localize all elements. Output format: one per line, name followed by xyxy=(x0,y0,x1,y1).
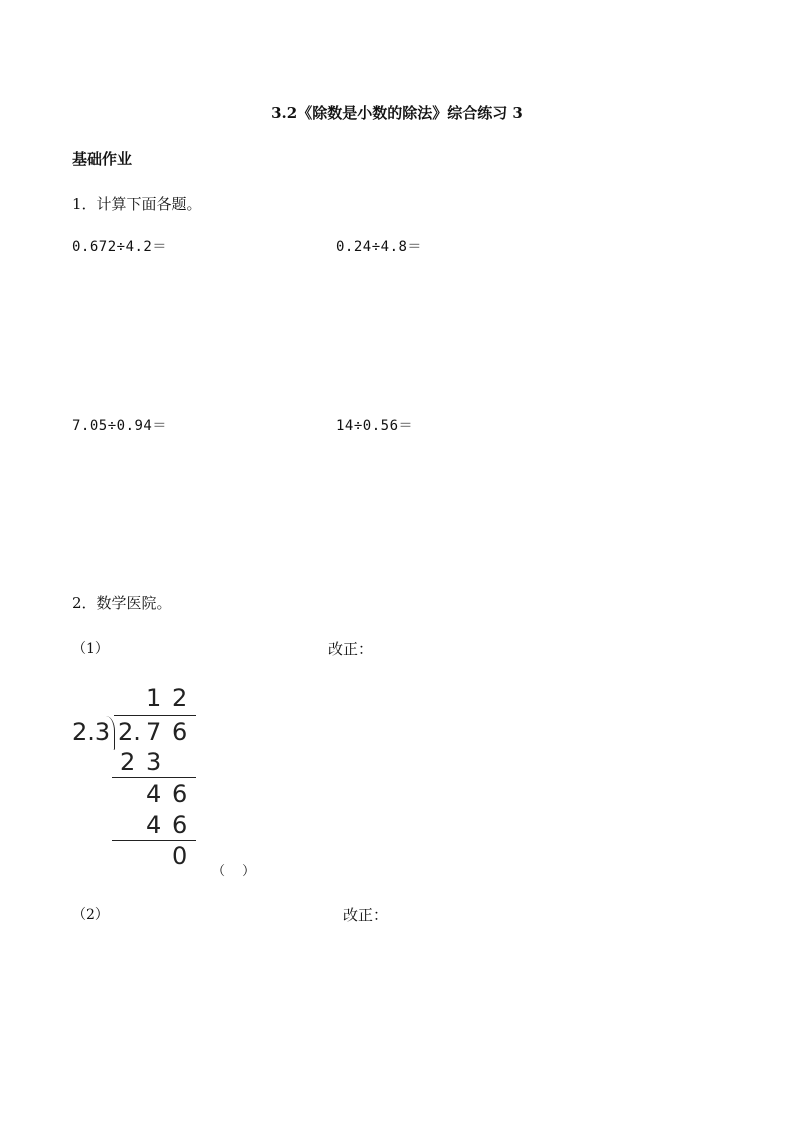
part-1-label: （1） xyxy=(72,641,109,657)
verdict-blank[interactable]: （ ） xyxy=(212,864,256,879)
division-bracket xyxy=(106,716,115,750)
problem-1a: 0.672÷4.2＝ xyxy=(72,239,167,255)
step-digit: 6 xyxy=(172,811,188,839)
quotient-digit: 1 xyxy=(146,684,162,712)
subtraction-line xyxy=(112,777,196,778)
section-heading: 基础作业 xyxy=(72,150,133,168)
dividend-digit: 2. xyxy=(118,718,141,746)
problem-1c: 7.05÷0.94＝ xyxy=(72,418,167,434)
subtraction-line xyxy=(112,840,196,841)
divisor: 2.3 xyxy=(72,718,111,746)
division-bar xyxy=(114,715,196,716)
problem-1d: 14÷0.56＝ xyxy=(336,418,414,434)
part-2-label: （2） xyxy=(72,907,109,923)
step-digit: 2 xyxy=(120,748,136,776)
dividend-digit: 7 xyxy=(146,718,162,746)
page-title: 3.2《除数是小数的除法》综合练习 3 xyxy=(271,104,523,122)
quotient-digit: 2 xyxy=(172,684,188,712)
step-digit: 6 xyxy=(172,780,188,808)
part-2-fix-label: 改正： xyxy=(343,906,389,924)
question-1-label: 1．计算下面各题。 xyxy=(72,195,202,213)
step-digit: 4 xyxy=(146,780,162,808)
dividend-digit: 6 xyxy=(172,718,188,746)
remainder: 0 xyxy=(172,842,188,870)
part-1-fix-label: 改正： xyxy=(328,640,374,658)
question-2-label: 2．数学医院。 xyxy=(72,594,172,612)
long-division-work xyxy=(66,684,206,874)
problem-1b: 0.24÷4.8＝ xyxy=(336,239,422,255)
step-digit: 3 xyxy=(146,748,162,776)
step-digit: 4 xyxy=(146,811,162,839)
